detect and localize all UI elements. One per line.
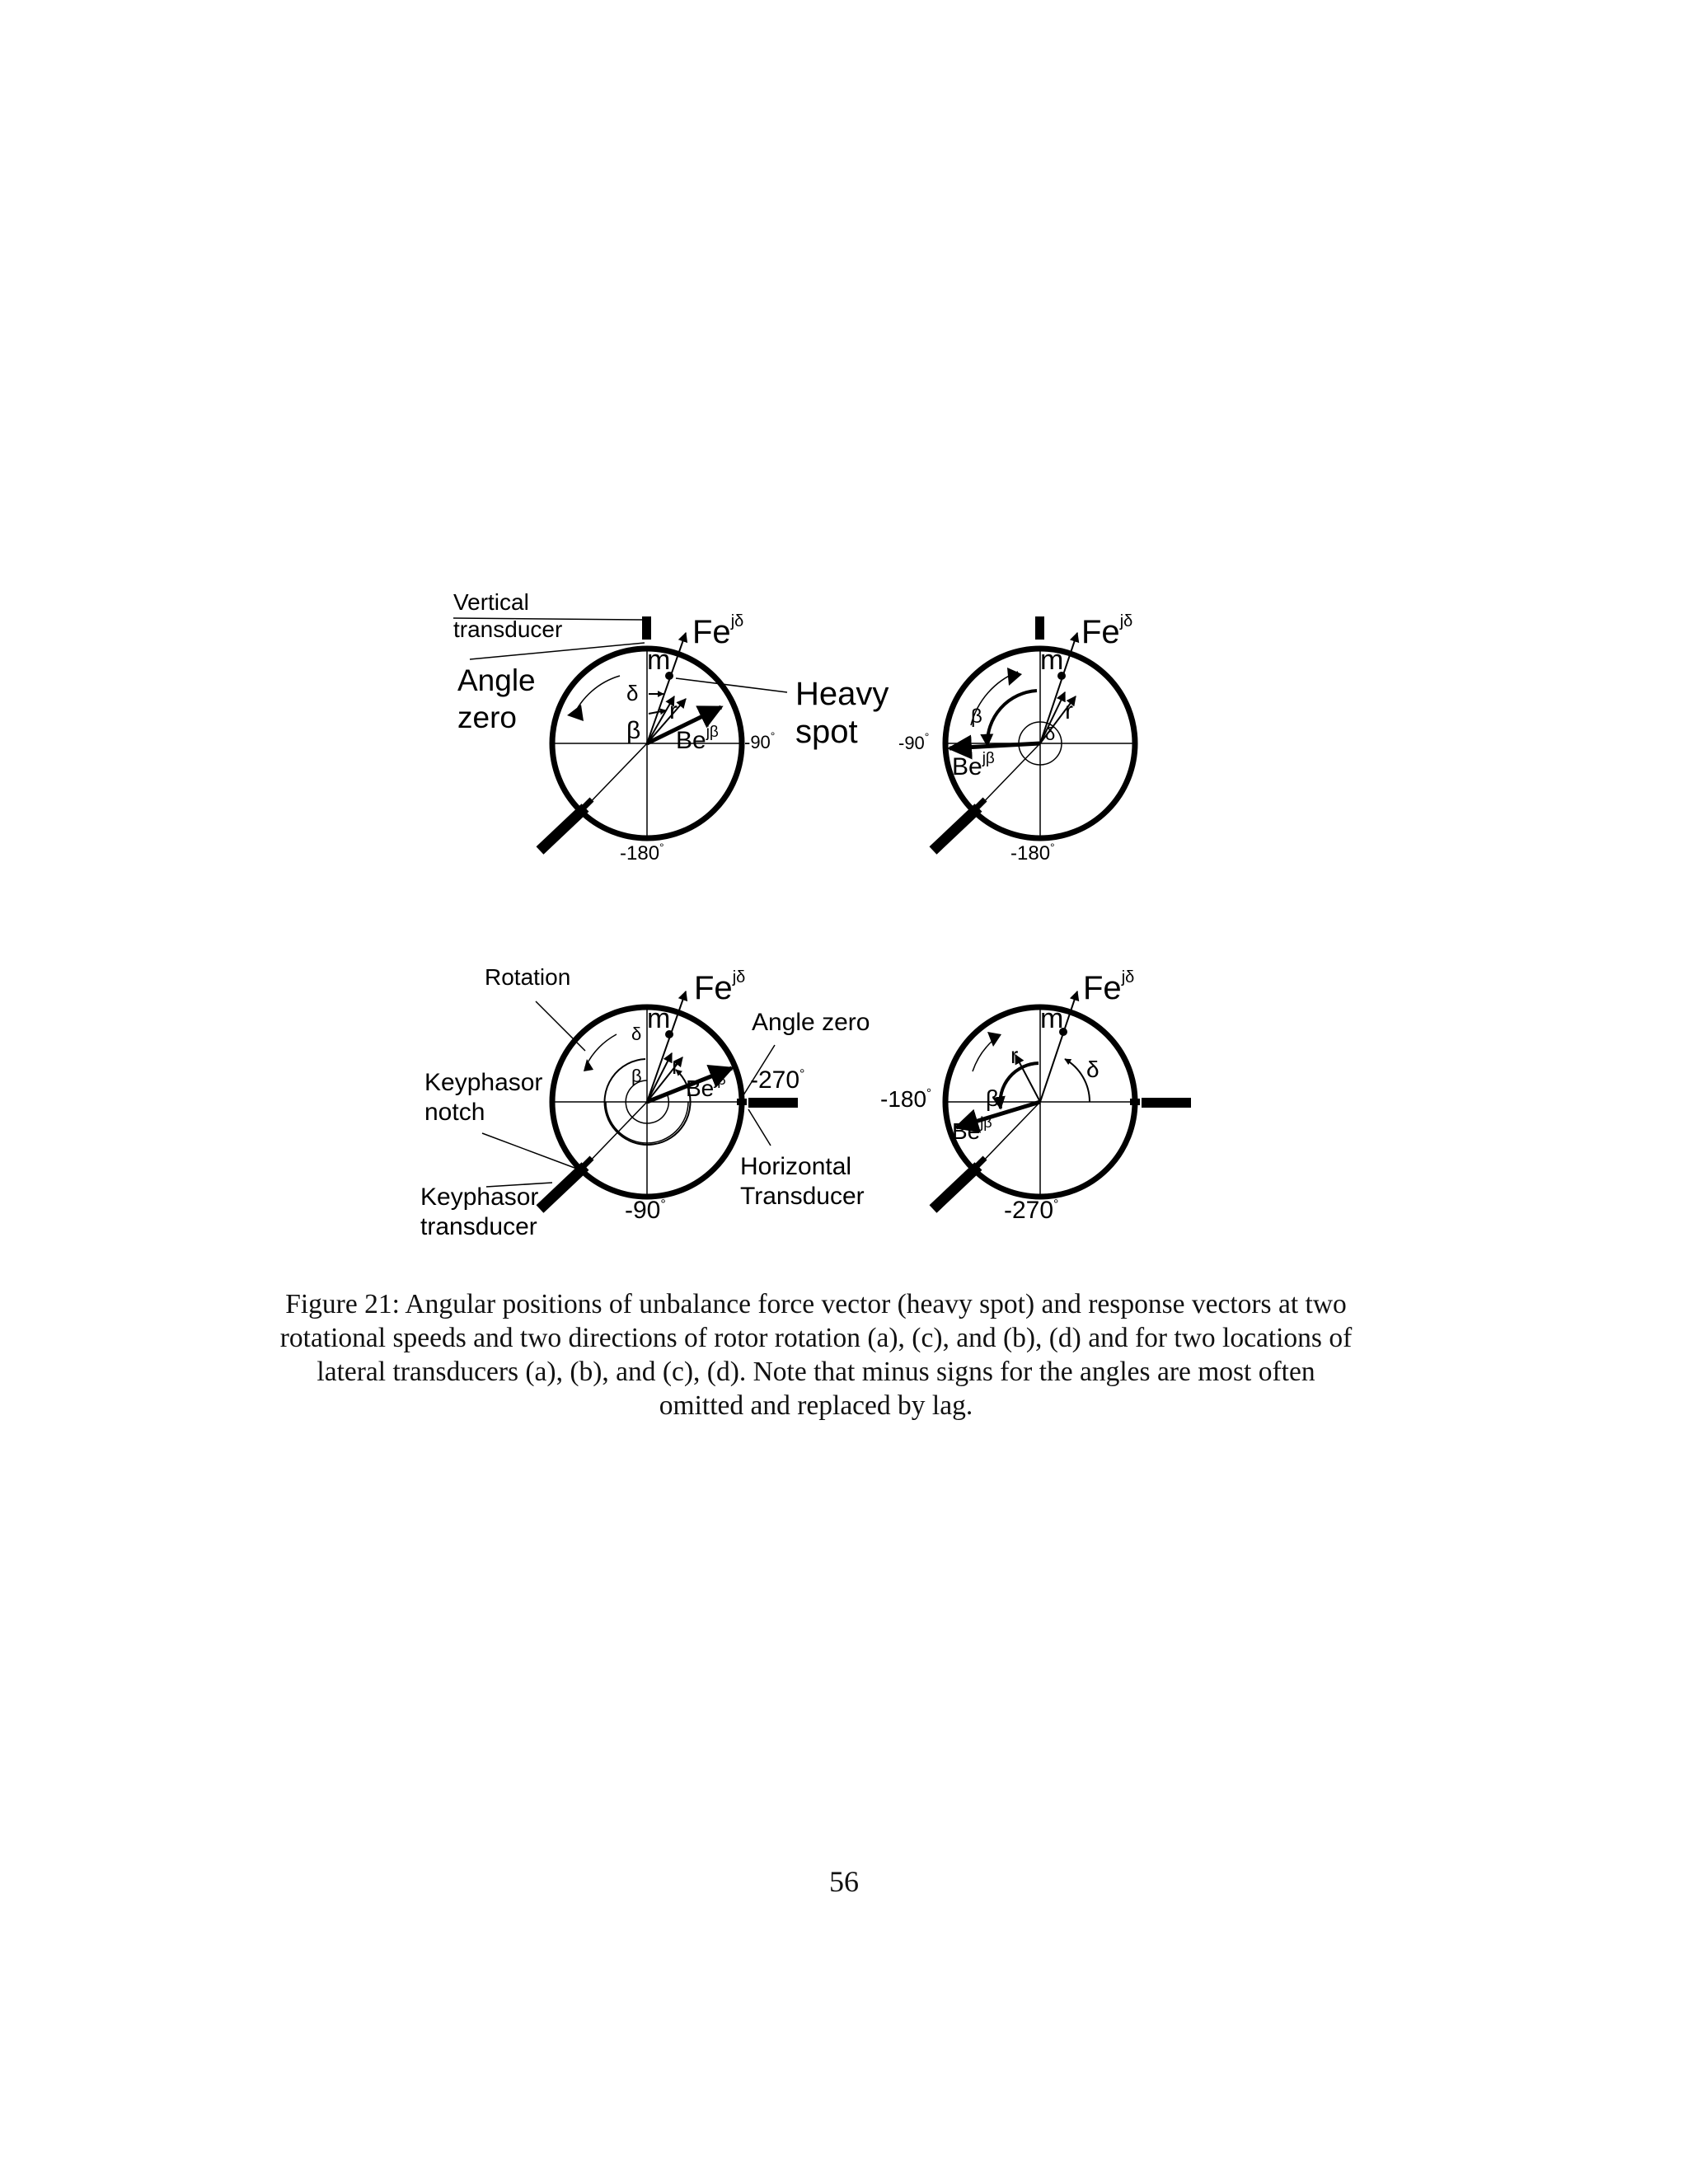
right-angle-label: -90°: [744, 729, 776, 752]
page-number: 56: [829, 1865, 859, 1898]
keyphasor-notch-label: Keyphasor notch: [424, 1069, 543, 1126]
bottom-angle-label: -270°: [1004, 1197, 1059, 1224]
rotation-arrowhead: [1007, 668, 1022, 686]
vertical-transducer-line-1: Vertical: [453, 589, 529, 615]
left-angle-label: -180°: [880, 1086, 932, 1112]
panel-b: [898, 612, 1135, 865]
beta-arc: [987, 691, 1037, 746]
vertical-transducer-label: [453, 589, 562, 642]
delta-label: δ: [626, 681, 639, 705]
rotation-label: Rotation: [485, 964, 571, 990]
figure-caption: Figure 21: Angular positions of unbalance force vector (heavy spot) and response vectors at two rotational speeds and two directions of rotor rotation (a), (c), and (b), (d) and for two locations of lateral transducers (a), (b), and (c), (d). Note that minus signs for the angles are most often omitted and replaced by lag.: [279, 1289, 1353, 1421]
keyphasor-transducer-bar: [933, 808, 978, 851]
keyphasor-transducer-label: Keyphasor transducer: [420, 1183, 539, 1240]
force-label: $Fe^{j\delta}$: [692, 612, 744, 650]
mass-label: m: [1040, 644, 1064, 676]
beta-label: β: [986, 1085, 1000, 1111]
panel-a: [453, 589, 889, 865]
radius-label: r: [1065, 697, 1073, 724]
mass-label: m: [1040, 1003, 1064, 1034]
force-label: $Fe^{j\delta}$: [1081, 612, 1133, 650]
horizontal-transducer-leader: [748, 1109, 771, 1146]
response-label: $Be^{j\beta}$: [952, 750, 995, 780]
horizontal-transducer-stub: [737, 1099, 747, 1105]
keyphasor-transducer-bar: [933, 1166, 978, 1209]
beta-label: β: [631, 1066, 642, 1086]
horizontal-transducer-bar: [1142, 1098, 1191, 1108]
radius-label: r: [672, 1053, 680, 1079]
vertical-transducer-line-2: transducer: [453, 616, 563, 642]
rotation-leader: [536, 1001, 585, 1051]
rotation-arrowhead: [567, 705, 584, 721]
keyphasor-transducer-stub: [975, 1158, 985, 1168]
radius-label: r: [1010, 1043, 1019, 1068]
keyphasor-transducer-bar: [540, 1166, 585, 1209]
angle-zero-label: Angle zero: [752, 1009, 870, 1036]
horizontal-transducer-label: Horizontal Transducer: [740, 1153, 865, 1210]
heavy-spot-label: Heavy spot: [795, 676, 889, 750]
left-angle-label: -90°: [898, 730, 930, 753]
response-label: $Be^{j\beta}$: [952, 1114, 992, 1144]
bottom-angle-label: -90°: [625, 1197, 666, 1224]
delta-label: δ: [1086, 1057, 1100, 1082]
force-label: $Fe^{j\delta}$: [694, 968, 746, 1006]
keyphasor-transducer-stub: [582, 799, 592, 809]
rotation-arc: [973, 1040, 993, 1071]
mass-label: m: [647, 644, 671, 676]
hs-leader: [676, 678, 787, 692]
keyphasor-transducer-stub: [582, 1158, 592, 1168]
bottom-angle-label: -180°: [1010, 841, 1055, 865]
mass-label: m: [647, 1003, 671, 1034]
response-vector: [950, 743, 1040, 748]
rotation-arc: [585, 1034, 617, 1067]
angle-zero-label: Angle zero: [457, 663, 536, 734]
force-label: $Fe^{j\delta}$: [1083, 968, 1135, 1006]
keyphasor-transducer-bar: [540, 808, 585, 851]
beta-label: β: [626, 717, 641, 744]
right-angle-label: -270°: [750, 1066, 805, 1094]
bottom-angle-label: -180°: [620, 841, 664, 865]
horizontal-transducer-bar: [748, 1098, 798, 1108]
panel-d: [880, 968, 1191, 1224]
response-label: $Be^{j\beta}$: [676, 724, 719, 754]
response-label: $Be^{j\beta}$: [686, 1071, 726, 1101]
vertical-transducer-bar: [1035, 616, 1044, 640]
delta-label: δ: [631, 1024, 642, 1044]
vertical-transducer-bar: [642, 616, 651, 640]
delta-label: δ: [1045, 724, 1056, 744]
horizontal-transducer-stub: [1130, 1099, 1140, 1105]
keyphasor-transducer-stub: [975, 799, 985, 809]
beta-label: β: [971, 705, 982, 728]
panel-c: [420, 964, 870, 1240]
radius-label: r: [669, 697, 678, 724]
